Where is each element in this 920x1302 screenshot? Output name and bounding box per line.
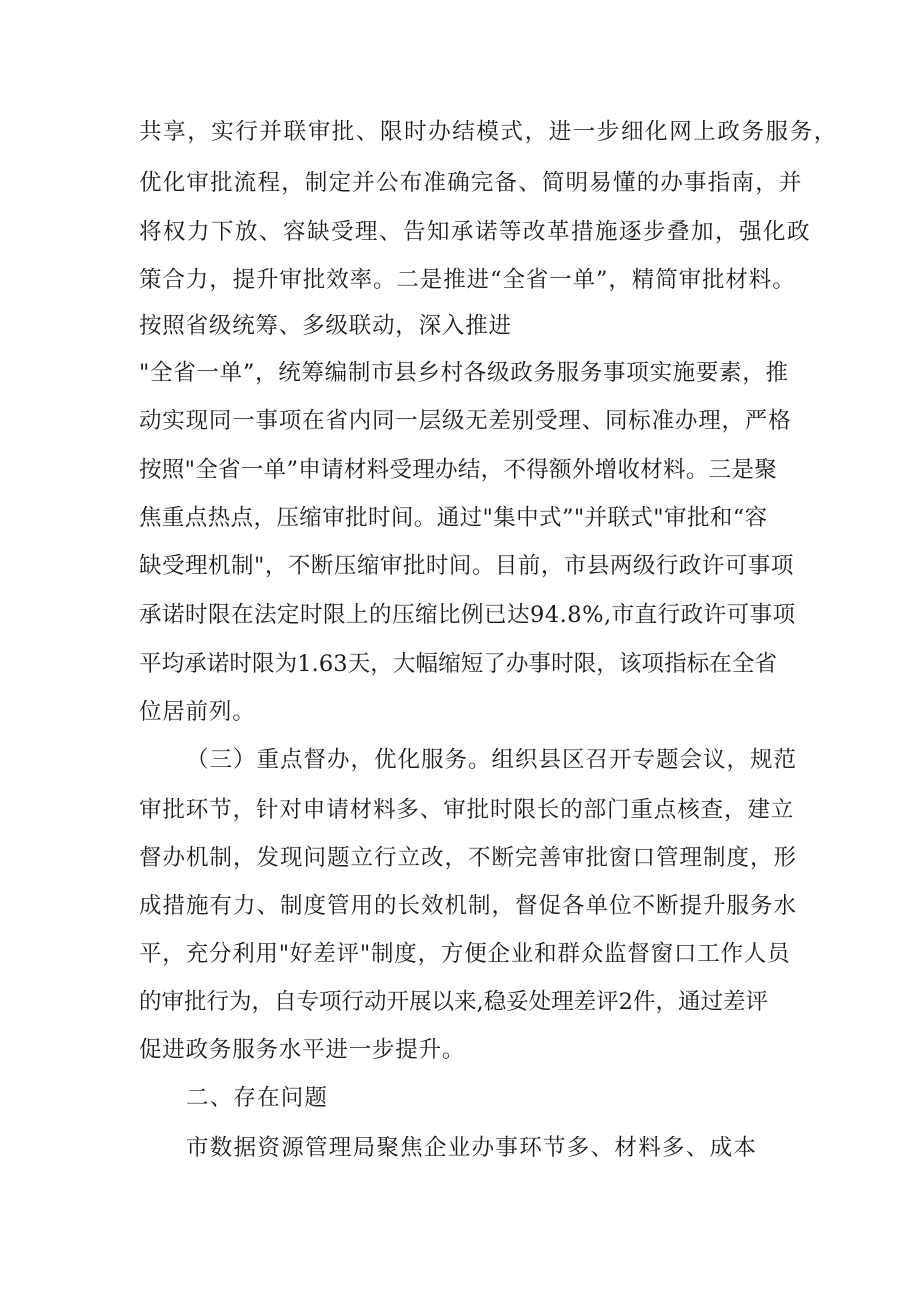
body-text-line: 缺受理机制"，不断压缩审批时间。目前，市县两级行政许可事项: [139, 553, 794, 579]
body-text-line: 焦重点热点，压缩审批时间。通过"集中式”"并联式"审批和“容: [139, 505, 768, 531]
body-text-line: 审批环节，针对申请材料多、审批时限长的部门重点核查，建立: [139, 797, 795, 823]
body-text-line: 承诺时限在法定时限上的压缩比例已达94.8%,市直行政许可事项: [139, 602, 796, 628]
section-heading: 二、存在问题: [186, 1085, 329, 1111]
body-text-line: 动实现同一事项在省内同一层级无差别受理、同标准办理，严格: [139, 408, 792, 434]
body-text-line: 市数据资源管理局聚焦企业办事环节多、材料多、成本: [186, 1135, 758, 1161]
section-subheading-line: （三）重点督办，优化服务。组织县区召开专题会议，规范: [186, 747, 798, 773]
body-text-line: 成措施有力、制度管用的长效机制，督促各单位不断提升服务水: [139, 893, 798, 919]
body-text-line: "全省一单”，统筹编制市县乡村各级政务服务事项实施要素，推: [139, 360, 789, 386]
body-text-line: 位居前列。: [139, 699, 256, 725]
body-text-line: 优化审批流程，制定并公布准确完备、简明易懂的办事指南，并: [139, 170, 803, 196]
body-text-line: 共享，实行并联审批、限时办结模式，进一步细化网上政务服务，: [139, 119, 838, 145]
body-text-line: 的审批行为，自专项行动开展以来,稳妥处理差评2件，通过差评: [139, 989, 768, 1015]
body-text-line: 平，充分利用"好差评"制度，方便企业和群众监督窗口工作人员: [139, 941, 791, 967]
body-text-line: 按照省级统筹、多级联动，深入推进: [139, 313, 512, 339]
body-text-line: 督办机制，发现问题立行立改，不断完善审批窗口管理制度，形: [139, 845, 798, 871]
body-text-line: 策合力，提升审批效率。二是推进“全省一单”，精简审批材料。: [139, 267, 796, 293]
body-text-line: 促进政务服务水平进一步提升。: [139, 1037, 466, 1063]
body-text-line: 按照"全省一单”申请材料受理办结，不得额外增收材料。三是聚: [139, 457, 778, 483]
body-text-line: 平均承诺时限为1.63天，大幅缩短了办事时限，该项指标在全省: [139, 651, 778, 677]
body-text-line: 将权力下放、容缺受理、告知承诺等改革措施逐步叠加，强化政: [139, 219, 812, 245]
